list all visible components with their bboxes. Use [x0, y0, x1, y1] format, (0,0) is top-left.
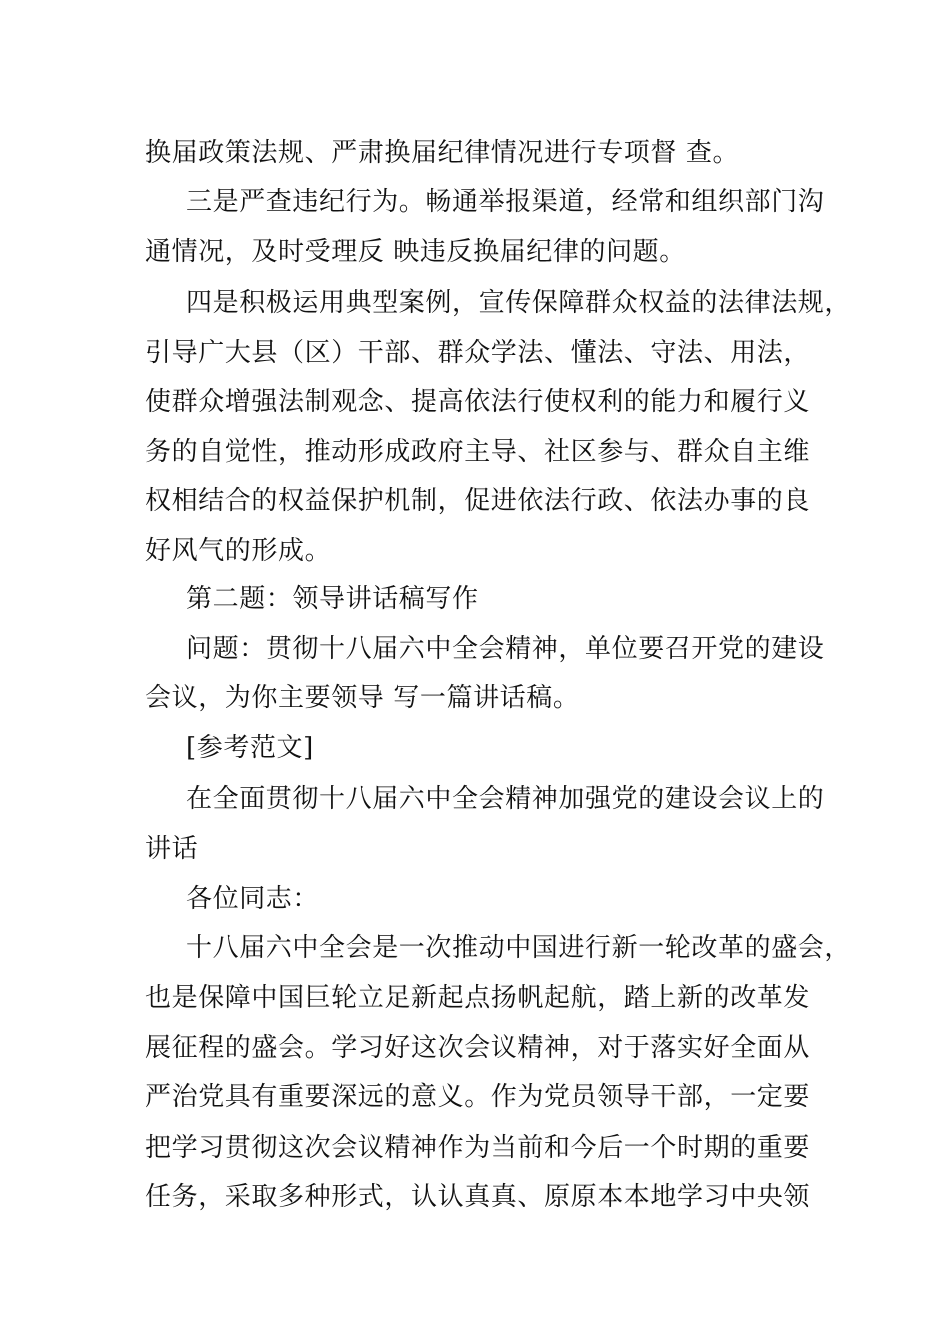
- text-line: 务的自觉性，推动形成政府主导、社区参与、群众自主维: [145, 437, 811, 467]
- text-line: 也是保障中国巨轮立足新起点扬帆起航，踏上新的改革发: [145, 983, 811, 1013]
- text-line: 通情况，及时受理反 映违反换届纪律的问题。: [145, 237, 686, 267]
- text-line: 好风气的形成。: [145, 536, 332, 566]
- speech-title-cont: 讲话: [145, 834, 199, 864]
- text-line: 引导广大县（区）干部、群众学法、懂法、守法、用法，: [145, 338, 811, 368]
- text-line: 问题：贯彻十八届六中全会精神，单位要召开党的建设: [186, 634, 825, 664]
- text-line: 权相结合的权益保护机制，促进依法行政、依法办事的良: [145, 486, 811, 516]
- salutation: 各位同志：: [186, 884, 320, 914]
- text-line: 把学习贯彻这次会议精神作为当前和今后一个时期的重要: [145, 1133, 811, 1163]
- text-line: 严治党具有重要深远的意义。作为党员领导干部，一定要: [145, 1082, 811, 1112]
- section-heading: 第二题：领导讲话稿写作: [186, 584, 479, 614]
- text-line: 使群众增强法制观念、提高依法行使权利的能力和履行义: [145, 387, 811, 417]
- speech-title: 在全面贯彻十八届六中全会精神加强党的建设会议上的: [186, 784, 825, 814]
- text-line: 三是严查违纪行为。畅通举报渠道，经常和组织部门沟: [186, 187, 825, 217]
- reference-label: [参考范文]: [186, 733, 314, 763]
- text-line: 换届政策法规、严肃换届纪律情况进行专项督 查。: [145, 138, 740, 168]
- text-line: 任务，采取多种形式，认认真真、原原本本地学习中央领: [145, 1182, 811, 1212]
- text-line: 展征程的盛会。学习好这次会议精神，对于落实好全面从: [145, 1033, 811, 1063]
- text-line: 四是积极运用典型案例，宣传保障群众权益的法律法规，: [186, 288, 852, 318]
- text-line: 会议，为你主要领导 写一篇讲话稿。: [145, 683, 580, 713]
- text-line: 十八届六中全会是一次推动中国进行新一轮改革的盛会，: [186, 933, 852, 963]
